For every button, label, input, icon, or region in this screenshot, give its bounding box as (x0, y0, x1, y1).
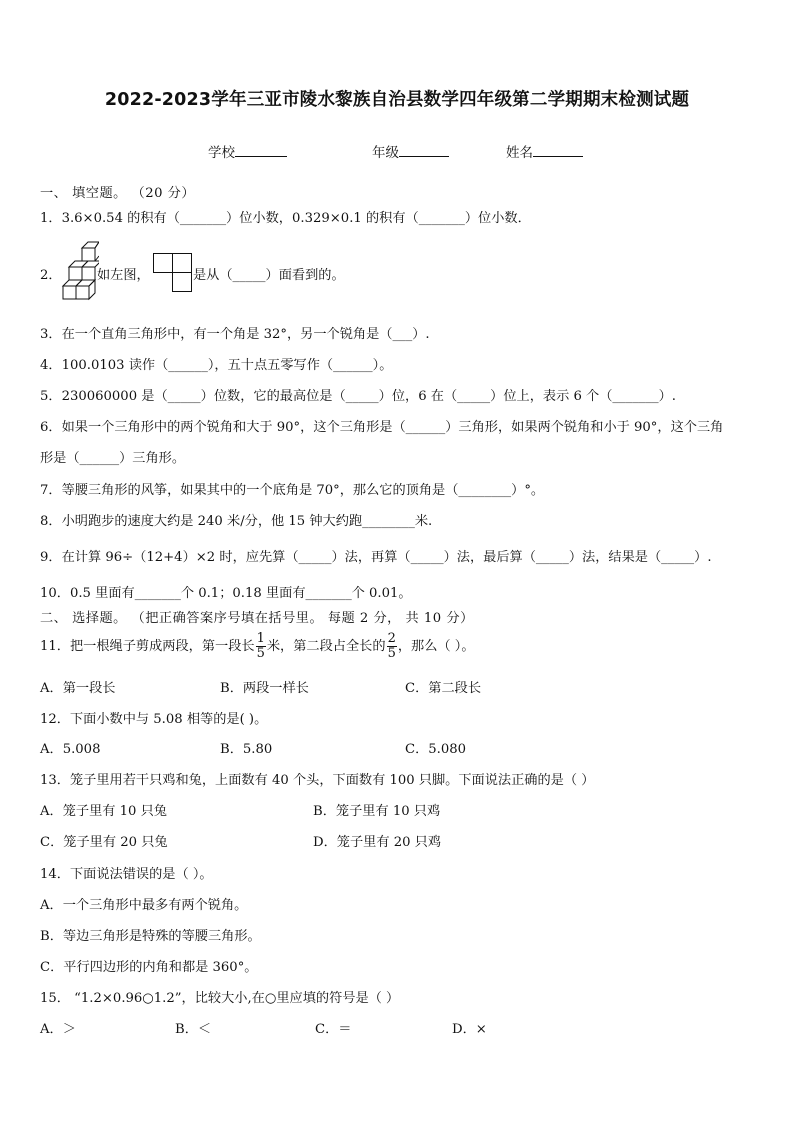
name-blank[interactable] (533, 142, 583, 157)
question-11-text-b: 米，第二段占全长的 (266, 639, 386, 654)
section-2-heading: 二、 选择题。 （把正确答案序号填在括号里。 每题 2 分， 共 10 分） (40, 611, 474, 626)
fraction-denominator: 5 (256, 646, 265, 661)
grade-field (372, 141, 449, 161)
q11-option-a[interactable]: A．第一段长 (40, 681, 116, 696)
q13-option-b[interactable]: B．笼子里有 10 只鸡 (313, 804, 441, 819)
question-1: 1．3.6×0.54 的积有（_______）位小数，0.329×0.1 的积有（_______）位小数． (40, 211, 531, 226)
q12-option-a[interactable]: A．5.008 (40, 742, 101, 757)
q14-option-b[interactable]: B．等边三角形是特殊的等腰三角形。 (40, 929, 261, 944)
section-1-heading: 一、 填空题。 （20 分） (40, 186, 196, 201)
grade-label: 年级 (372, 145, 399, 161)
question-2-number: 2． (40, 268, 62, 283)
question-15: 15． “1.2×0.96○1.2”，比较大小,在○里应填的符号是（ ） (40, 991, 400, 1006)
question-11-text-c: ，那么（ ）。 (397, 639, 475, 654)
question-13: 13．笼子里用若干只鸡和兔，上面数有 40 个头，下面数有 100 只脚。下面说法正确的是（ ） (40, 773, 595, 788)
question-12: 12．下面小数中与 5.08 相等的是( )。 (40, 712, 268, 727)
q15-option-a[interactable]: A．＞ (40, 1022, 76, 1037)
question-11-text-a: 11．把一根绳子剪成两段，第一段长 (40, 639, 255, 654)
q11-option-c[interactable]: C．第二段长 (405, 681, 482, 696)
school-field (208, 141, 287, 161)
name-field (506, 141, 583, 161)
question-4: 4．100.0103 读作（______），五十点五零写作（______）。 (40, 358, 393, 373)
fraction-numerator: 2 (387, 631, 396, 646)
question-7: 7．等腰三角形的风筝，如果其中的一个底角是 70°，那么它的顶角是（________）°。 (40, 483, 545, 498)
question-8: 8．小明跑步的速度大约是 240 米/分，他 15 钟大约跑________米. (40, 514, 433, 529)
question-2-text-b: 是从（_____）面看到的。 (193, 268, 345, 283)
fraction-one-fifth (256, 632, 266, 661)
question-11 (40, 632, 475, 661)
fraction-numerator: 1 (256, 631, 265, 646)
q11-option-b[interactable]: B．两段一样长 (220, 681, 309, 696)
q15-option-c[interactable]: C．＝ (315, 1022, 352, 1037)
fraction-denominator: 5 (387, 646, 396, 661)
q12-option-c[interactable]: C．5.080 (405, 742, 467, 757)
school-label: 学校 (208, 145, 235, 161)
view-grid-figure (153, 253, 193, 293)
q13-option-a[interactable]: A．笼子里有 10 只兔 (40, 804, 167, 819)
question-9: 9．在计算 96÷（12+4）×2 时，应先算（_____）法，再算（_____）法，最后算（_____）法，结果是（_____）. (40, 550, 712, 565)
q13-option-d[interactable]: D．笼子里有 20 只鸡 (313, 835, 442, 850)
q12-option-b[interactable]: B．5.80 (220, 742, 273, 757)
grade-blank[interactable] (399, 142, 449, 157)
q13-option-c[interactable]: C．笼子里有 20 只兔 (40, 835, 168, 850)
school-blank[interactable] (235, 142, 287, 157)
question-14: 14．下面说法错误的是（ ）。 (40, 867, 213, 882)
question-5: 5．230060000 是（_____）位数，它的最高位是（_____）位，6 在（_____）位上，表示 6 个（_______）. (40, 389, 676, 404)
question-3: 3．在一个直角三角形中，有一个角是 32°，另一个锐角是（___）. (40, 327, 430, 342)
name-label: 姓名 (506, 145, 533, 161)
q15-option-b[interactable]: B．＜ (175, 1022, 212, 1037)
fraction-two-fifths (387, 632, 397, 661)
page-title: 2022-2023学年三亚市陵水黎族自治县数学四年级第二学期期末检测试题 (104, 90, 690, 110)
question-6-line-1: 6．如果一个三角形中的两个锐角和大于 90°，这个三角形是（______）三角形，如果两个锐角和小于 90°，这个三角 (40, 420, 724, 435)
q15-option-d[interactable]: D．× (452, 1022, 487, 1037)
q14-option-a[interactable]: A．一个三角形中最多有两个锐角。 (40, 898, 248, 913)
question-6-line-2: 形是（______）三角形。 (40, 451, 186, 466)
question-2-text-a: 如左图， (97, 268, 150, 283)
cube-stack-figure (55, 240, 99, 304)
q14-option-c[interactable]: C．平行四边形的内角和都是 360°。 (40, 960, 258, 975)
question-10: 10．0.5 里面有_______个 0.1；0.18 里面有_______个 0.01。 (40, 586, 412, 601)
